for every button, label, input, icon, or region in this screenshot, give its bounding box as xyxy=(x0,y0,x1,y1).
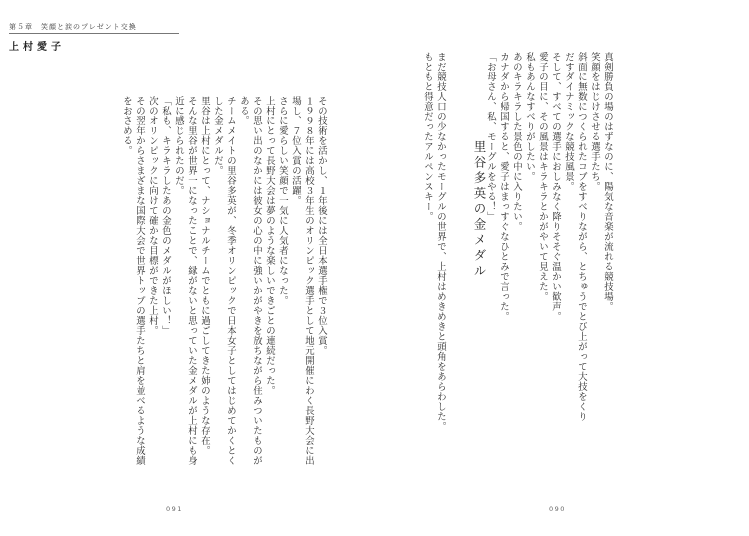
text-column: ある。 xyxy=(238,96,249,126)
author-name: 上村愛子 xyxy=(9,42,65,53)
text-column: チームメイトの里谷多英が、冬季オリンピックで日本女子としてはじめてかくとく xyxy=(225,96,236,466)
text-column: 近に感じられたのだ。 xyxy=(173,96,184,196)
text-column: あのキラキラした景色の中に入りたい。 xyxy=(511,52,522,232)
text-column: 「私も、キラキラしたあの金色のメダルがほしい！」 xyxy=(160,96,171,336)
text-column: もともと得意だったアルペンスキー。 xyxy=(422,52,433,222)
text-column: 場し、７位入賞の活躍。 xyxy=(290,96,301,206)
text-column: 斜面に無数につくられたコブをすべりながら、とちゅうでとび上がって大技をくり xyxy=(576,52,587,422)
text-column: 里谷は上村にとって、ナショナルチームでともに過ごしてきた姉のような存在。 xyxy=(199,96,210,456)
chapter-title: 第５章 笑顔と涙のプレゼント交換 xyxy=(9,23,137,31)
text-column: まだ競技人口の少なかったモーグルの世界で、上村はめきめきと頭角をあらわした。 xyxy=(435,52,446,432)
text-column: １９９８年には高校３年生のオリンピック選手として地元開催にわく長野大会に出 xyxy=(303,96,314,466)
text-column: だすダイナミックな競技風景。 xyxy=(563,52,574,192)
text-column: その思い出のなかには彼女の心の中に強いかがやきを放ちながら住みついたものが xyxy=(251,96,262,466)
text-column: その技術を活かし、１年後には全日本選手権で３位入賞。 xyxy=(316,96,327,356)
text-column: さらに愛らしい笑顔で一気に人気者になった。 xyxy=(277,96,288,306)
page-number: 091 xyxy=(166,505,183,513)
text-column: その翌年からさまざまな国際大会で世界トップの選手たちと肩を並べるような成績 xyxy=(134,96,145,466)
text-column: 次のオリンピックに向けて確かな目標ができた上村。 xyxy=(147,96,158,336)
section-heading: 里谷多英の金メダル xyxy=(472,140,487,280)
text-column: そして、すべての選手におしみなく降りそそぐ温かい歓声。 xyxy=(550,52,561,322)
text-column: 私もあんなすべりがしたい。 xyxy=(524,52,535,182)
text-column: 真剣勝負の場のはずなのに、陽気な音楽が流れる競技場。 xyxy=(602,52,613,312)
text-column: 「お母さん、私、モーグルをやる！」 xyxy=(485,52,496,222)
text-column: 愛子の目に、その風景はキラキラとかがやいて見えた。 xyxy=(537,52,548,302)
text-column: カナダから帰国すると、愛子はまっすぐなひとみで言った。 xyxy=(498,52,509,322)
text-column: をおさめる。 xyxy=(121,96,132,156)
text-column: そんな里谷が世界一になったことで、縁がないと思っていた金メダルが上村にも身 xyxy=(186,96,197,466)
header-rule xyxy=(9,33,179,34)
text-column: 上村にとって長野大会は夢のような楽しいできごとの連続だった。 xyxy=(264,96,275,396)
text-column: 笑顔をはじけさせる選手たち。 xyxy=(589,52,600,192)
page-number: 090 xyxy=(549,505,566,513)
text-column: した金メダルだ。 xyxy=(212,96,223,176)
